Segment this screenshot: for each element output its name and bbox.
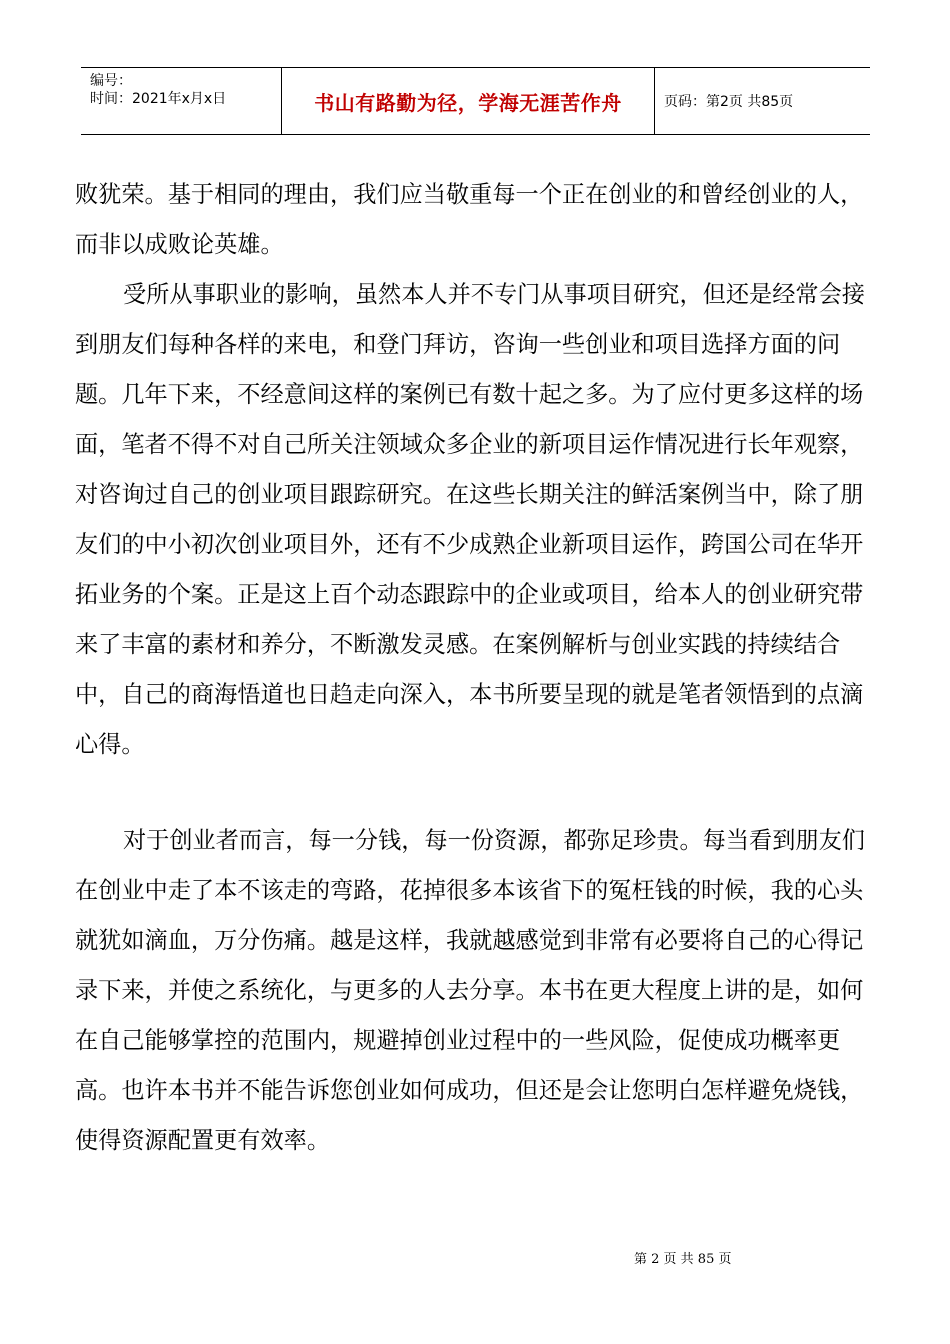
document-date-label: 时间：2021年x月x日: [90, 91, 227, 107]
paragraph-continued: 败犹荣。基于相同的理由，我们应当敬重每一个正在创业的和曾经创业的人，而非以成败论英雄。: [75, 181, 864, 258]
header-meta-cell: [81, 68, 282, 134]
page-footer-number: 第 2 页 共 85 页: [634, 1252, 732, 1267]
header-motto: 书山有路勤为径，学海无涯苦作舟: [314, 90, 622, 115]
header-motto-cell: [282, 68, 655, 134]
header-page-code: 页码：第2页 共85页: [664, 94, 794, 110]
paragraph-book-purpose: 对于创业者而言，每一分钱，每一份资源，都弥足珍贵。每当看到朋友们在创业中走了本不该走的弯路，花掉很多本该省下的冤枉钱的时候，我的心头就犹如滴血，万分伤痛。越是这样，我就越感觉到非常有必要将自己的心得记录下来，并使之系统化，与更多的人去分享。本书在更大程度上讲的是，如何在自己能够掌控的范围内，规避掉创业过程中的一些风险，促使成功概率更高。也许本书并不能告诉您创业如何成功，但还是会让您明白怎样避免烧钱，使得资源配置更有效率。: [75, 827, 865, 1154]
page-header: [81, 67, 870, 135]
paragraph-research-background: 受所从事职业的影响，虽然本人并不专门从事项目研究，但还是经常会接到朋友们每种各样的来电，和登门拜访，咨询一些创业和项目选择方面的问题。几年下来，不经意间这样的案例已有数十起之多。为了应付更多这样的场面，笔者不得不对自己所关注领域众多企业的新项目运作情况进行长年观察，对咨询过自己的创业项目跟踪研究。在这些长期关注的鲜活案例当中，除了朋友们的中小初次创业项目外，还有不少成熟企业新项目运作，跨国公司在华开拓业务的个案。正是这上百个动态跟踪中的企业或项目，给本人的创业研究带来了丰富的素材和养分，不断激发灵感。在案例解析与创业实践的持续结合中，自己的商海悟道也日趋走向深入，本书所要呈现的就是笔者领悟到的点滴心得。: [75, 281, 865, 758]
header-page-cell: [655, 68, 870, 134]
document-number-label: 编号：: [90, 73, 132, 89]
